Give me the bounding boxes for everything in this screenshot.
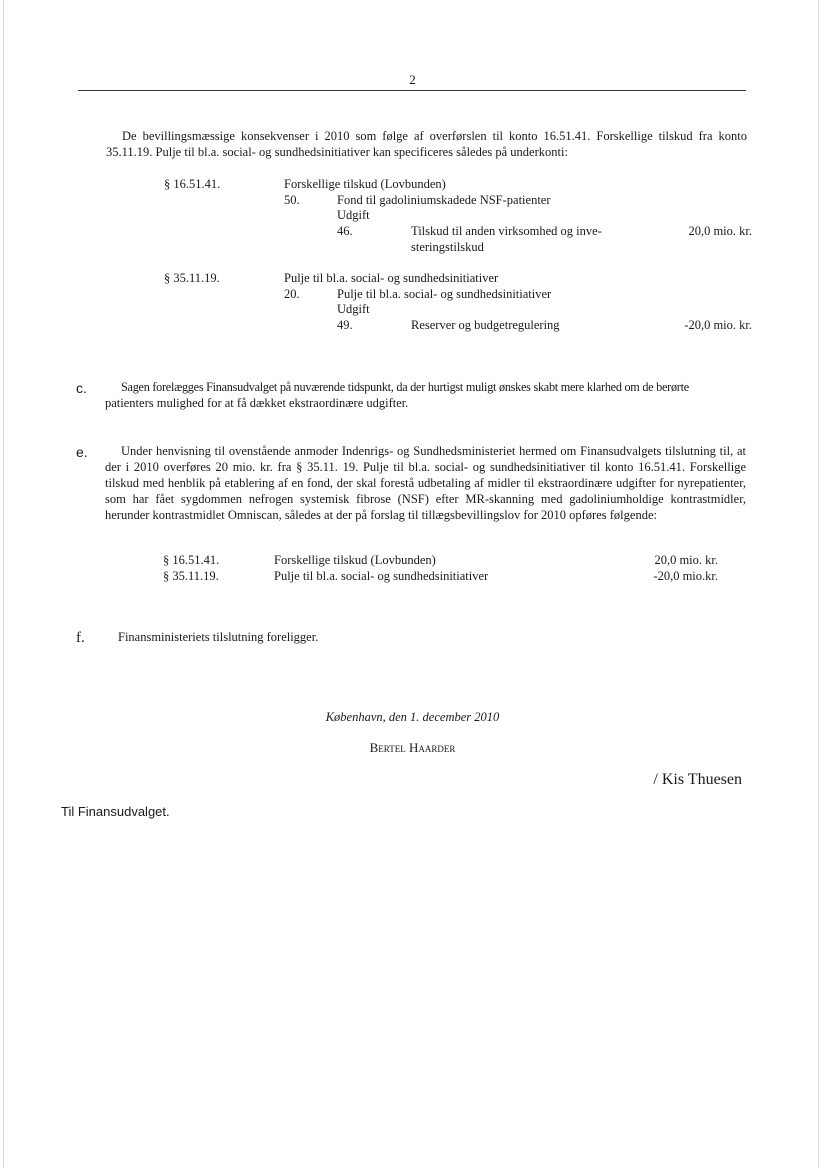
section-c-line1: Sagen forelægges Finansudvalget på nuværende tidspunkt, da der hurtigst muligt ønskes skabt mere klarhed om de berørte (121, 380, 689, 394)
spec-block2-sub-no: 20. (284, 287, 300, 301)
section-e-row1-title: Forskellige tilskud (Lovbunden) (274, 553, 436, 567)
section-c-line2: patienters mulighed for at få dækket ekstraordinære udgifter. (105, 396, 409, 410)
spec-block2-amount: -20,0 mio. kr. (684, 318, 752, 332)
spec-block1-udgift: Udgift (337, 208, 370, 222)
spec-block1-section: § 16.51.41. (164, 177, 221, 191)
section-c-marker: c. (76, 380, 87, 396)
spec-block2-section: § 35.11.19. (164, 271, 220, 285)
section-e-row1-amount: 20,0 mio. kr. (654, 553, 718, 567)
scan-edge-right (818, 0, 819, 1168)
place-date: København, den 1. december 2010 (325, 710, 500, 724)
spec-block1-sub-title: Fond til gadoliniumskadede NSF-patienter (337, 193, 551, 207)
section-e-row2-section: § 35.11.19. (163, 569, 219, 583)
section-e-row2-title: Pulje til bl.a. social- og sundhedsinitiativer (274, 569, 489, 583)
scan-edge-left (3, 0, 4, 1168)
spec-block1-item-line2: steringstilskud (411, 240, 484, 254)
section-f-marker: f. (76, 630, 85, 646)
co-signer: / Kis Thuesen (653, 771, 742, 788)
spec-block1-item-line1: Tilskud til anden virksomhed og inve- (411, 224, 602, 238)
section-f-text: Finansministeriets tilslutning foreligger. (118, 630, 319, 644)
minister-name: Bertel Haarder (369, 740, 456, 755)
section-e-paragraph: Under henvisning til ovenstående anmoder Indenrigs- og Sundhedsministeriet hermed om Finansudvalgets tilslutning til, at der i 2010 overføres 20 mio. kr. fra § 35.11. 19. Pulje til bl.a. social- og sundhedsinitiativer til konto 16.51.41. Forskellige tilskud med henblik på etablering af en fond, der skal forestå udbetaling af midler til ekstraordinære udgifter for nyrepatienter, som har fået sygdommen nefrogen systemisk fibrose (NSF) efter MR-skanning med gadoliniumholdige kontrastmidler, herunder kontrastmidlet Omniscan, således at der på forslag til tillægsbevillingslov for 2010 opføres følgende: (105, 444, 746, 522)
section-e-row1-section: § 16.51.41. (163, 553, 220, 567)
spec-block2-item-no: 49. (337, 318, 353, 332)
recipient: Til Finansudvalget. (61, 804, 170, 819)
header-rule (78, 90, 746, 91)
section-e-row2-amount: -20,0 mio.kr. (653, 569, 718, 583)
spec-block1-title: Forskellige tilskud (Lovbunden) (284, 177, 446, 191)
spec-block1-amount: 20,0 mio. kr. (688, 224, 752, 238)
section-e-marker: e. (76, 444, 88, 460)
spec-block2-item-text: Reserver og budgetregulering (411, 318, 560, 332)
spec-block1-sub-no: 50. (284, 193, 300, 207)
page-number: 2 (409, 72, 416, 87)
spec-block2-title: Pulje til bl.a. social- og sundhedsinitiativer (284, 271, 499, 285)
spec-block2-udgift: Udgift (337, 302, 370, 316)
spec-block1-item-no: 46. (337, 224, 353, 238)
intro-paragraph: De bevillingsmæssige konsekvenser i 2010 som følge af overførslen til konto 16.51.41. Forskellige tilskud fra konto 35.11.19. Pulje til bl.a. social- og sundhedsinitiativer kan specificeres således på underkonti: (106, 129, 747, 159)
spec-block2-sub-title: Pulje til bl.a. social- og sundhedsinitiativer (337, 287, 552, 301)
